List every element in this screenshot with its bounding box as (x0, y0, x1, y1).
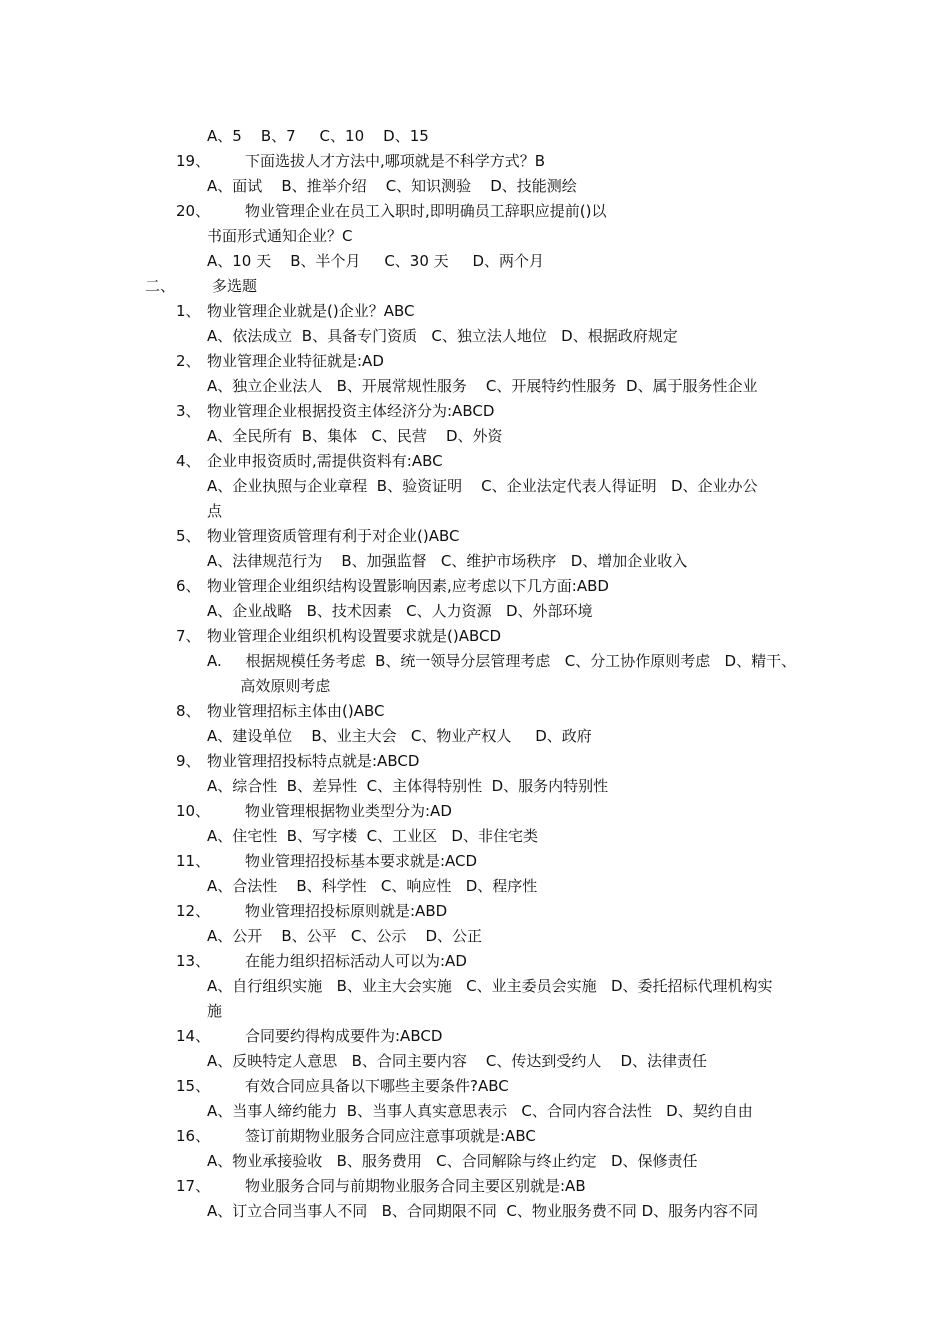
mc5-text: 物业管理资质管理有利于对企业()ABC (207, 527, 460, 545)
mc12-number: 12、 (176, 902, 211, 920)
mc10-text: 物业管理根据物业类型分为:AD (245, 802, 452, 820)
mc17-options: A、订立合同当事人不同 B、合同期限不同 C、物业服务费不同 D、服务内容不同 (207, 1202, 759, 1220)
mc14-text: 合同要约得构成要件为:ABCD (245, 1027, 443, 1045)
mc6-text: 物业管理企业组织结构设置影响因素,应考虑以下几方面:ABD (207, 577, 609, 595)
mc1-options: A、依法成立 B、具备专门资质 C、独立法人地位 D、根据政府规定 (207, 327, 678, 345)
mc17-number: 17、 (176, 1177, 211, 1195)
mc11-options: A、合法性 B、科学性 C、响应性 D、程序性 (207, 877, 538, 895)
mc12-text: 物业管理招投标原则就是:ABD (245, 902, 448, 920)
q20-text-line1: 物业管理企业在员工入职时,即明确员工辞职应提前()以 (245, 202, 607, 220)
mc4-options-cont: 点 (207, 502, 223, 520)
mc7-number: 7、 (176, 627, 201, 645)
mc8-options: A、建设单位 B、业主大会 C、物业产权人 D、政府 (207, 727, 592, 745)
mc4-number: 4、 (176, 452, 201, 470)
mc13-options-cont: 施 (207, 1002, 223, 1020)
mc11-text: 物业管理招投标基本要求就是:ACD (245, 852, 478, 870)
mc3-text: 物业管理企业根据投资主体经济分为:ABCD (207, 402, 495, 420)
mc7-options: A. 根据规模任务考虑 B、统一领导分层管理考虑 C、分工协作原则考虑 D、精干、 (207, 652, 797, 670)
mc11-number: 11、 (176, 852, 211, 870)
mc9-text: 物业管理招投标特点就是:ABCD (207, 752, 420, 770)
mc15-number: 15、 (176, 1077, 211, 1095)
mc5-options: A、法律规范行为 B、加强监督 C、维护市场秩序 D、增加企业收入 (207, 552, 688, 570)
mc8-number: 8、 (176, 702, 201, 720)
mc4-text: 企业申报资质时,需提供资料有:ABC (207, 452, 443, 470)
mc3-number: 3、 (176, 402, 201, 420)
q19-options: A、面试 B、推举介绍 C、知识测验 D、技能测绘 (207, 177, 577, 195)
mc16-options: A、物业承接验收 B、服务费用 C、合同解除与终止约定 D、保修责任 (207, 1152, 698, 1170)
mc15-text: 有效合同应具备以下哪些主要条件?ABC (245, 1077, 509, 1095)
mc10-options: A、住宅性 B、写字楼 C、工业区 D、非住宅类 (207, 827, 538, 845)
mc10-number: 10、 (176, 802, 211, 820)
mc16-number: 16、 (176, 1127, 211, 1145)
mc17-text: 物业服务合同与前期物业服务合同主要区别就是:AB (245, 1177, 586, 1195)
mc4-options: A、企业执照与企业章程 B、验资证明 C、企业法定代表人得证明 D、企业办公 (207, 477, 758, 495)
mc13-number: 13、 (176, 952, 211, 970)
mc2-text: 物业管理企业特征就是:AD (207, 352, 384, 370)
mc1-text: 物业管理企业就是()企业？ABC (207, 302, 415, 320)
mc13-options: A、自行组织实施 B、业主大会实施 C、业主委员会实施 D、委托招标代理机构实 (207, 977, 773, 995)
mc2-number: 2、 (176, 352, 201, 370)
mc5-number: 5、 (176, 527, 201, 545)
mc1-number: 1、 (176, 302, 201, 320)
mc8-text: 物业管理招标主体由()ABC (207, 702, 385, 720)
mc14-options: A、反映特定人意思 B、合同主要内容 C、传达到受约人 D、法律责任 (207, 1052, 708, 1070)
mc7-options-cont: 高效原则考虑 (207, 677, 331, 695)
mc6-options: A、企业战略 B、技术因素 C、人力资源 D、外部环境 (207, 602, 593, 620)
q20-options: A、10 天 B、半个月 C、30 天 D、两个月 (207, 252, 545, 270)
mc12-options: A、公开 B、公平 C、公示 D、公正 (207, 927, 483, 945)
mc2-options: A、独立企业法人 B、开展常规性服务 C、开展特约性服务 D、属于服务性企业 (207, 377, 758, 395)
mc7-text: 物业管理企业组织机构设置要求就是()ABCD (207, 627, 502, 645)
q19-text: 下面选拔人才方法中,哪项就是不科学方式？B (245, 152, 546, 170)
section2-number: 二、 (145, 277, 176, 295)
mc14-number: 14、 (176, 1027, 211, 1045)
mc16-text: 签订前期物业服务合同应注意事项就是:ABC (245, 1127, 536, 1145)
q20-text-line2: 书面形式通知企业？C (207, 227, 353, 245)
section2-title: 多选题 (212, 277, 258, 295)
mc6-number: 6、 (176, 577, 201, 595)
mc15-options: A、当事人缔约能力 B、当事人真实意思表示 C、合同内容合法性 D、契约自由 (207, 1102, 753, 1120)
q18-options: A、5 B、7 C、10 D、15 (207, 127, 429, 145)
q19-number: 19、 (176, 152, 211, 170)
mc3-options: A、全民所有 B、集体 C、民营 D、外资 (207, 427, 503, 445)
mc9-options: A、综合性 B、差异性 C、主体得特别性 D、服务内特别性 (207, 777, 609, 795)
q20-number: 20、 (176, 202, 211, 220)
mc9-number: 9、 (176, 752, 201, 770)
mc13-text: 在能力组织招标活动人可以为:AD (245, 952, 467, 970)
